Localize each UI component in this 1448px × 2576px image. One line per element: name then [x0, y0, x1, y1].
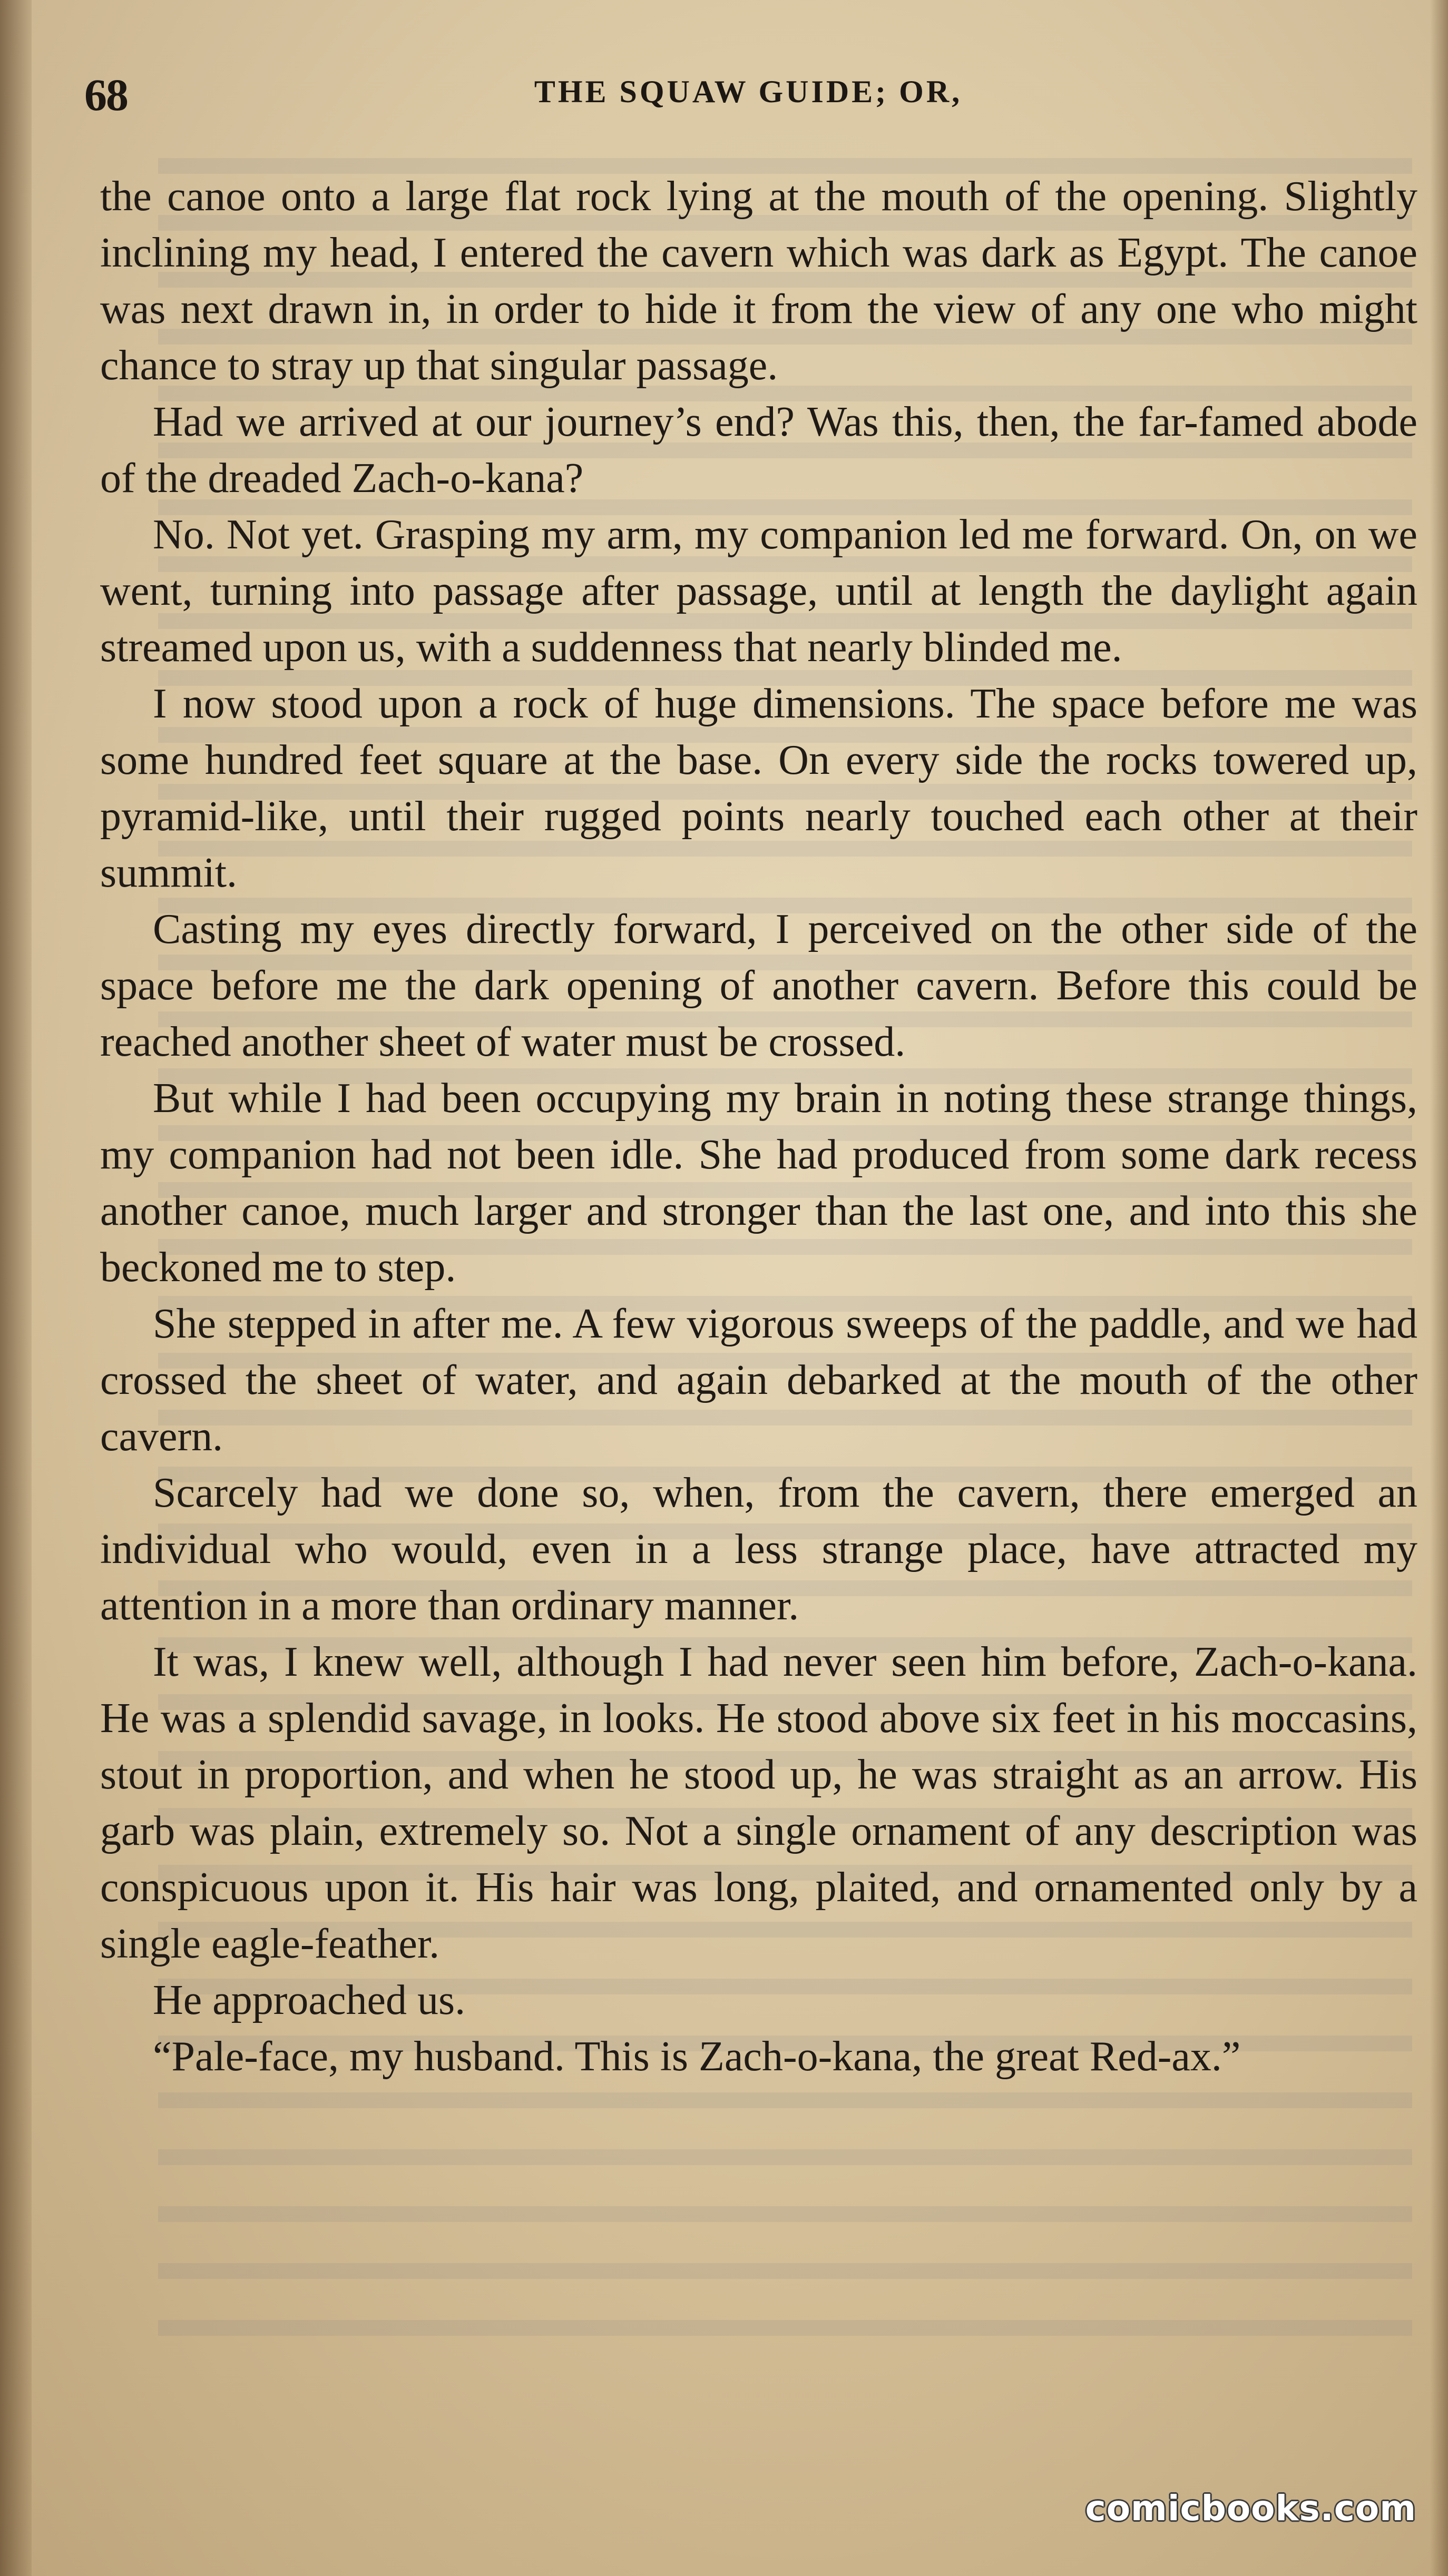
page-header: [84, 68, 1412, 121]
paragraph: I now stood upon a rock of huge dimensions. The space before me was some hundred feet square at the base. On every side the rocks towered up, pyramid-like, until their rugged points nearly touched each other at their summit.: [100, 681, 1417, 896]
paragraph: He approached us.: [153, 1977, 466, 2023]
body-text: [100, 169, 1417, 2085]
page-edge-shadow: [1430, 0, 1448, 2576]
paragraph: “Pale-face, my husband. This is Zach-o-kana, the great Red-ax.”: [153, 2033, 1241, 2080]
paragraph: Scarcely had we done so, when, from the cavern, there emerged an individual who would, even in a less strange place, have attracted my attention in a more than ordinary manner.: [100, 1470, 1417, 1629]
paragraph: It was, I knew well, although I had never seen him before, Zach-o-kana. He was a splendid savage, in looks. He stood above six feet in his moccasins, stout in proportion, and when he stood up, he was straight as an arrow. His garb was plain, extremely so. Not a single ornament of any description was conspicuous upon it. His hair was long, plaited, and ornamented only by a single eagle-feather.: [100, 1639, 1417, 1967]
paragraph: Casting my eyes directly forward, I perceived on the other side of the space before me the dark opening of another cavern. Before this could be reached another sheet of water must be crossed.: [100, 906, 1417, 1065]
running-head: THE SQUAW GUIDE; OR,: [534, 74, 963, 109]
paragraph: the canoe onto a large flat rock lying at the mouth of the opening. Slightly inclining my head, I entered the cavern which was dark as Egypt. The canoe was next drawn in, in order to hide it from the view of any one who might chance to stray up that singular passage.: [100, 173, 1417, 389]
site-watermark: comicbooks.com: [1085, 2488, 1416, 2529]
paragraph: No. Not yet. Grasping my arm, my companion led me forward. On, on we went, turning into passage after passage, until at length the daylight again streamed upon us, with a suddenness that nearly blinded me.: [100, 512, 1417, 671]
paragraph: She stepped in after me. A few vigorous sweeps of the paddle, and we had crossed the sheet of water, and again debarked at the mouth of the other cavern.: [100, 1301, 1417, 1460]
paragraph: But while I had been occupying my brain in noting these strange things, my companion had not been idle. She had produced from some dark recess another canoe, much larger and stronger than the last one, and into this she beckoned me to step.: [100, 1075, 1417, 1291]
page-gutter-shadow: [0, 0, 32, 2576]
paragraph: Had we arrived at our journey’s end? Was this, then, the far-famed abode of the dreaded Zach-o-kana?: [100, 399, 1417, 502]
page-number: 68: [84, 70, 128, 120]
